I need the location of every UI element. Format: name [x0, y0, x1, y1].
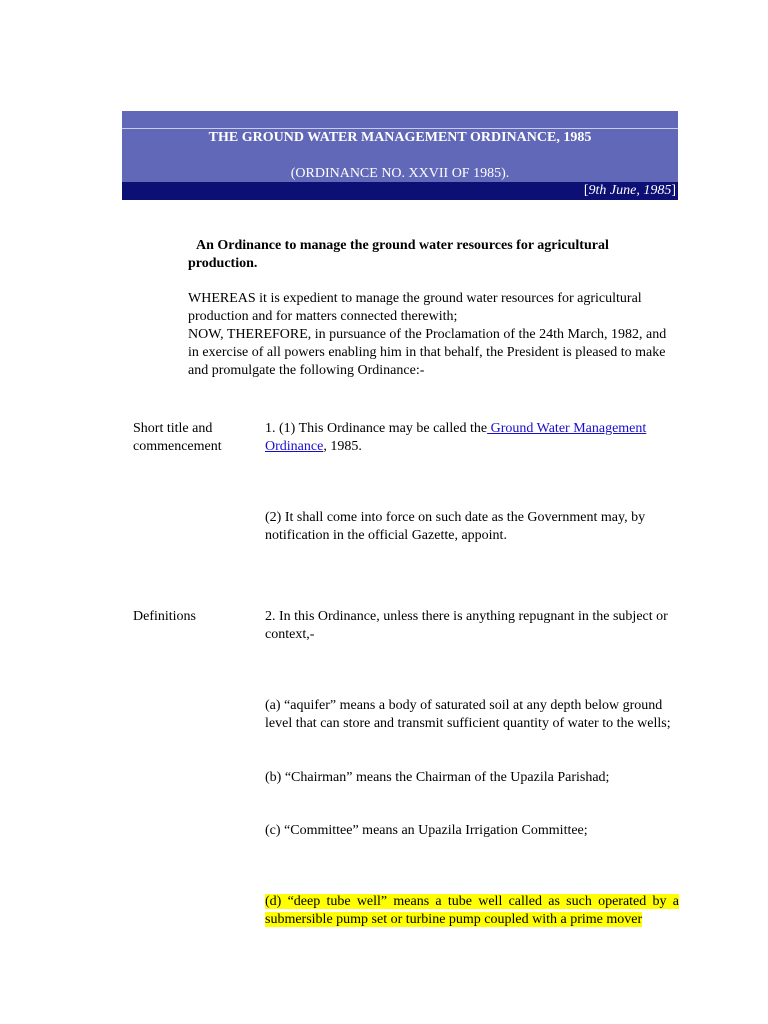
date-close-bracket: ]: [671, 183, 676, 198]
definition-committee: (c) “Committee” means an Upazila Irrigation Committee;: [265, 823, 588, 838]
ordinance-number: (ORDINANCE NO. XXVII OF 1985).: [290, 166, 510, 181]
date-bar: [122, 182, 678, 200]
ordinance-name-link[interactable]: Ground Water Management Ordinance: [265, 421, 647, 454]
definition-chairman: (b) “Chairman” means the Chairman of the Upazila Parishad;: [265, 770, 610, 785]
banner-divider: [122, 128, 678, 129]
title-banner: [122, 111, 678, 200]
section-1-clause-2: (2) It shall come into force on such date as the Government may, by notification in the official Gazette, appoint.: [265, 510, 646, 543]
clause-1-text: 1. (1) This Ordinance may be called the: [265, 421, 488, 436]
clause-1-suffix: , 1985.: [323, 439, 362, 454]
highlighted-definition: (d) “deep tube well” means a tube well called as such operated by a submersible pump set or turbine pump coupled with a prime mover: [265, 894, 679, 927]
section-1-clause-1: [265, 420, 679, 456]
definition-deep-tube-well: [265, 893, 679, 929]
preamble: [188, 290, 678, 380]
whereas-clause: WHEREAS it is expedient to manage the ground water resources for agricultural production and for matters connected therewith;: [188, 291, 642, 324]
now-therefore-clause: NOW, THEREFORE, in pursuance of the Proclamation of the 24th March, 1982, and in exercise of all powers enabling him in that behalf, the President is pleased to make and promulgate the following Ordinance:-: [188, 327, 667, 378]
definition-aquifer: (a) “aquifer” means a body of saturated soil at any depth below ground level that can store and transmit sufficient quantity of water to the wells;: [265, 698, 671, 731]
margin-note-short-title: Short title and commencement: [133, 421, 222, 454]
ordinance-title: THE GROUND WATER MANAGEMENT ORDINANCE, 1985: [208, 130, 592, 145]
margin-note-definitions: Definitions: [133, 609, 196, 624]
section-2-intro: 2. In this Ordinance, unless there is anything repugnant in the subject or context,-: [265, 609, 668, 642]
enactment-date: [584, 183, 676, 199]
long-title: An Ordinance to manage the ground water resources for agricultural production.: [188, 238, 609, 271]
date-text: 9th June, 1985: [588, 183, 672, 198]
date-open-bracket: [: [583, 183, 589, 198]
